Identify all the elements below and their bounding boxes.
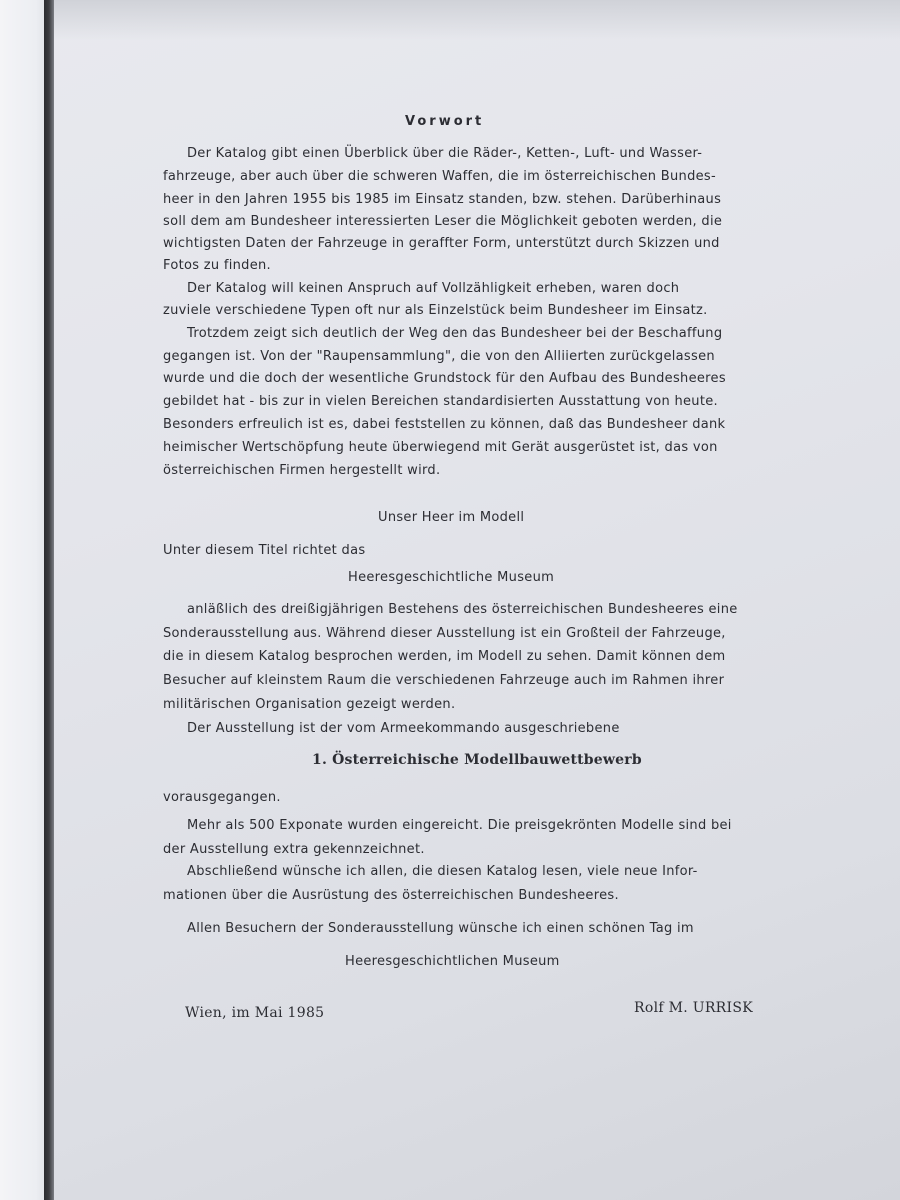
book-gutter (44, 0, 54, 1200)
page-top-shadow (54, 0, 900, 40)
competition-title: 1. Österreichische Modellbauwettbewerb (312, 752, 642, 768)
paragraph-line: Besonders erfreulich ist es, dabei feststellen zu können, daß das Bundesheer dank (163, 417, 726, 432)
intro-line: Unter diesem Titel richtet das (163, 543, 366, 558)
author-name: Rolf M. URRISK (634, 1000, 753, 1016)
paragraph-line: gebildet hat - bis zur in vielen Bereichen standardisierten Ausstattung von heute. (163, 394, 718, 409)
page-title: Vorwort (405, 114, 485, 129)
paragraph-line: zuviele verschiedene Typen oft nur als Einzelstück beim Bundesheer im Einsatz. (163, 303, 708, 318)
facing-page (0, 0, 48, 1200)
paragraph-line: militärischen Organisation gezeigt werden. (163, 697, 456, 712)
paragraph-line: vorausgegangen. (163, 790, 281, 805)
paragraph-line: mationen über die Ausrüstung des österreichischen Bundesheeres. (163, 888, 619, 903)
paragraph-line: Abschließend wünsche ich allen, die diesen Katalog lesen, viele neue Infor- (187, 864, 698, 879)
paragraph-line: soll dem am Bundesheer interessierten Leser die Möglichkeit geboten werden, die (163, 214, 723, 229)
section-subtitle: Unser Heer im Modell (378, 510, 525, 525)
paragraph-line: Mehr als 500 Exponate wurden eingereicht. Die preisgekrönten Modelle sind bei (187, 818, 732, 833)
museum-line: Heeresgeschichtliche Museum (348, 570, 555, 585)
museum-closing: Heeresgeschichtlichen Museum (345, 954, 560, 969)
paragraph-line: Sonderausstellung aus. Während dieser Ausstellung ist ein Großteil der Fahrzeuge, (163, 626, 726, 641)
paragraph-line: wichtigsten Daten der Fahrzeuge in geraffter Form, unterstützt durch Skizzen und (163, 236, 720, 251)
paragraph-line: der Ausstellung extra gekennzeichnet. (163, 842, 425, 857)
paragraph-line: Trotzdem zeigt sich deutlich der Weg den das Bundesheer bei der Beschaffung (187, 326, 723, 341)
paragraph-line: Besucher auf kleinstem Raum die verschiedenen Fahrzeuge auch im Rahmen ihrer (163, 673, 725, 688)
paragraph-line: wurde und die doch der wesentliche Grundstock für den Aufbau des Bundesheeres (163, 371, 726, 386)
paragraph-line: österreichischen Firmen hergestellt wird. (163, 463, 441, 478)
paragraph-line: die in diesem Katalog besprochen werden, im Modell zu sehen. Damit können dem (163, 649, 726, 664)
paragraph-line: Fotos zu finden. (163, 258, 271, 273)
paragraph-line: Allen Besuchern der Sonderausstellung wünsche ich einen schönen Tag im (187, 921, 694, 936)
paragraph-line: Der Katalog gibt einen Überblick über die Räder-, Ketten-, Luft- und Wasser- (187, 146, 703, 161)
paragraph-line: anläßlich des dreißigjährigen Bestehens des österreichischen Bundesheeres eine (187, 602, 738, 617)
paragraph-line: gegangen ist. Von der "Raupensammlung", die von den Alliierten zurückgelassen (163, 349, 715, 364)
paragraph-line: heimischer Wertschöpfung heute überwiegend mit Gerät ausgerüstet ist, das von (163, 440, 718, 455)
paragraph-line: heer in den Jahren 1955 bis 1985 im Einsatz standen, bzw. stehen. Darüberhinaus (163, 192, 722, 207)
place-date: Wien, im Mai 1985 (185, 1005, 325, 1021)
paragraph-line: Der Katalog will keinen Anspruch auf Vollzähligkeit erheben, waren doch (187, 281, 680, 296)
paragraph-line: fahrzeuge, aber auch über die schweren Waffen, die im österreichischen Bundes- (163, 169, 716, 184)
paragraph-line: Der Ausstellung ist der vom Armeekommando ausgeschriebene (187, 721, 620, 736)
